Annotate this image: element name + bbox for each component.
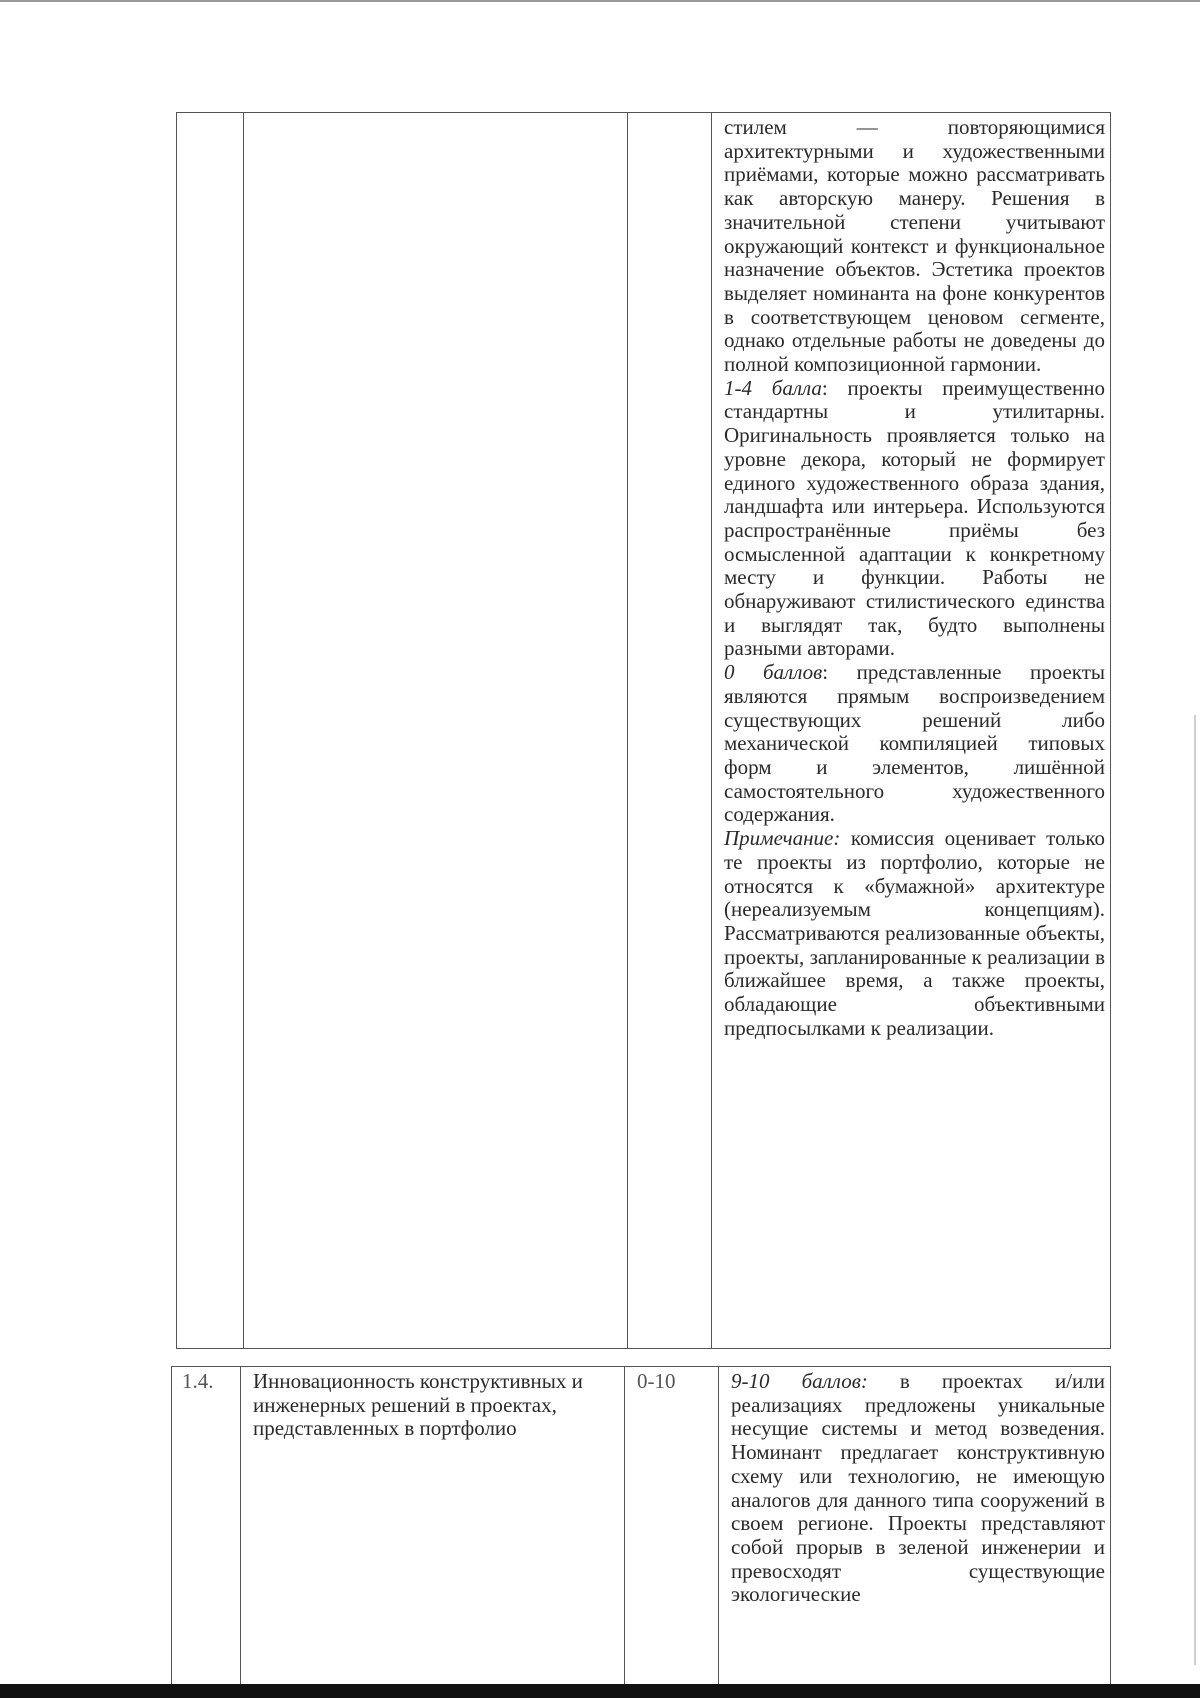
criterion-cell [241, 1367, 625, 1685]
description-paragraph [724, 116, 1105, 377]
description-paragraph [724, 661, 1105, 827]
table-row [172, 1367, 1111, 1685]
paragraph-text: : проекты преимущественно стандартны и утилитарны. Оригинальность проявляется только на уровне декора, который не формирует единого художественного образа здания, ландшафта или интерьера. Используются распространённые приёмы без осмысленной адаптации к конкретному месту и функции. Работы не обнаруживают стилистического единства и выглядят так, будто выполнены разными авторами. [724, 375, 1105, 661]
paragraph-lead: 1-4 балла [724, 375, 822, 400]
description-text [719, 1367, 1110, 1607]
scan-edge-mark [1194, 715, 1196, 1665]
score-range: 0-10 [637, 1369, 676, 1393]
row-number: 1.4. [182, 1369, 214, 1393]
scan-bottom-band [0, 1684, 1200, 1698]
scan-top-edge [0, 0, 1200, 2]
score-cell [625, 1367, 719, 1685]
table-row [177, 113, 1111, 1349]
criteria-table-continuation [176, 112, 1111, 1349]
description-body: в проектах и/или реализациях предложены уникальные несущие системы и метод возведения. Номинант предлагает конструктивную схему или технологию, не имеющую аналогов для данного типа сооружений в своем регионе. Проекты представляют собой прорыв в зеленой инженерии и превосходят существующие экологические [731, 1369, 1105, 1607]
criterion-cell [244, 113, 628, 1349]
criteria-table-row-1-4 [171, 1366, 1111, 1685]
description-paragraph [724, 377, 1105, 661]
description-lead: 9-10 баллов: [731, 1369, 868, 1393]
score-cell [628, 113, 712, 1349]
paragraph-lead: Примечание: [724, 826, 841, 851]
description-cell [719, 1367, 1111, 1685]
paragraph-text: : представленные проекты являются прямым воспроизведением существующих решений либо механической компиляцией типовых форм и элементов, лишённой самостоятельного художественного содержания. [724, 660, 1105, 827]
paragraph-text: стилем — повторяющимися архитектурными и художественными приёмами, которые можно рассматривать как авторскую манеру. Решения в значительной степени учитывают окружающий контекст и функциональное назначение объектов. Эстетика проектов выделяет номинанта на фоне конкурентов в соответствующем ценовом сегменте, однако отдельные работы не доведены до полной композиционной гармонии. [724, 115, 1105, 377]
description-cell [712, 113, 1111, 1349]
description-text [712, 113, 1110, 1040]
description-paragraph [724, 827, 1105, 1040]
paragraph-text: комиссия оценивает только те проекты из портфолио, которые не относятся к «бумажной» архитектуре (нереализуемым концепциям). Рассматриваются реализованные объекты, проекты, запланированные к реализации в ближайшее время, а также проекты, обладающие объективными предпосылками к реализации. [724, 826, 1105, 1040]
paragraph-lead: 0 баллов [724, 660, 823, 685]
number-cell [177, 113, 244, 1349]
criterion-label: Инновационность конструктивных и инженерных решений в проектах, представленных в портфолио [253, 1369, 583, 1441]
number-cell [172, 1367, 241, 1685]
